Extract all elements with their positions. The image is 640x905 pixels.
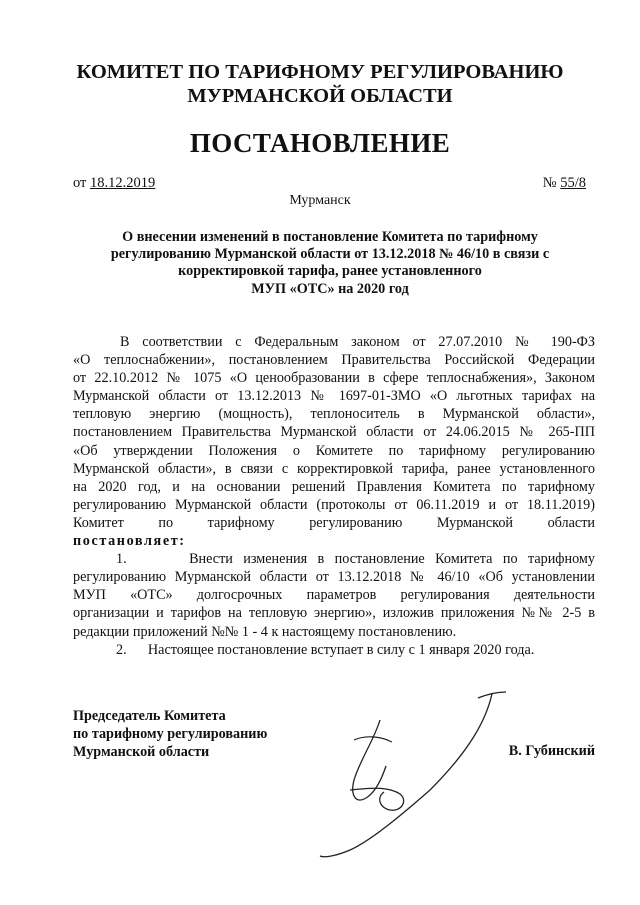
signer-title-line: по тарифному регулированию — [73, 726, 268, 742]
item-1-line: МУП «ОТС» долгосрочных параметров регулирования деятельности — [73, 587, 595, 604]
item-1-line: организации и тарифов на тепловую энергию», изложив приложения №№ 2-5 в — [73, 605, 595, 622]
document-date — [73, 175, 155, 192]
committee-title-line2: МУРМАНСКОЙ ОБЛАСТИ — [187, 85, 453, 107]
subject-line: МУП «ОТС» на 2020 год — [251, 280, 409, 297]
subject-line: О внесении изменений в постановление Комитета по тарифному — [122, 229, 538, 245]
date-prefix: от — [73, 175, 87, 191]
signer-title — [73, 707, 267, 761]
body-line: постановлением Правительства Мурманской области от 24.06.2015 № 265-ПП — [73, 424, 595, 441]
item-2: 2. Настоящее постановление вступает в силу с 1 января 2020 года. — [116, 641, 535, 658]
date-value: 18.12.2019 — [90, 175, 156, 191]
handwritten-signature — [310, 680, 510, 880]
item-1-line: редакции приложений №№ 1 - 4 к настоящему постановлению. — [73, 623, 457, 640]
body-line: «О теплоснабжении», постановлением Правительства Российской Федерации — [73, 352, 595, 369]
number-prefix: № — [542, 175, 557, 191]
resolves-keyword: постановляет: — [73, 533, 186, 550]
subject-line: регулированию Мурманской области от 13.12.2018 № 46/10 в связи с — [110, 246, 550, 263]
body-line: от 22.10.2012 № 1075 «О ценообразовании в сфере теплоснабжения», Законом — [73, 370, 595, 387]
body-line: тепловую энергию (мощность), теплоноситель в Мурманской области», — [73, 406, 595, 423]
committee-title-line1: КОМИТЕТ ПО ТАРИФНОМУ РЕГУЛИРОВАНИЮ — [76, 61, 564, 83]
body-line: «Об утверждении Положения о Комитете по тарифному регулированию — [73, 442, 595, 459]
document-type: ПОСТАНОВЛЕНИЕ — [189, 128, 451, 158]
number-value: 55/8 — [560, 175, 586, 191]
body-line: Комитет по тарифному регулированию Мурманской области — [73, 514, 595, 531]
item-1-line: регулированию Мурманской области от 13.12.2018 № 46/10 «Об установлении — [73, 569, 595, 586]
subject-line: корректировкой тарифа, ранее установленного — [178, 263, 482, 280]
signer-title-line: Председатель Комитета — [73, 708, 226, 724]
body-line: Мурманской области», в связи с корректировкой тарифа, ранее установленного — [73, 460, 595, 477]
body-line: регулированию Мурманской области (протоколы от 06.11.2019 и от 18.11.2019) — [73, 496, 595, 513]
body-line: Мурманской области от 13.12.2013 № 1697-01-ЗМО «О льготных тарифах на — [73, 388, 595, 405]
document-number — [543, 175, 586, 192]
item-1-line: 1. Внести изменения в постановление Комитета по тарифному — [116, 551, 595, 568]
signer-name: В. Губинский — [508, 743, 595, 759]
signer-title-line: Мурманской области — [73, 744, 210, 760]
document-subject — [60, 229, 600, 298]
document-body — [73, 333, 595, 659]
city: Мурманск — [289, 193, 351, 208]
body-line: на 2020 год, и на основании решений Правления Комитета по тарифному — [73, 478, 595, 495]
committee-title — [0, 60, 640, 108]
body-line: В соответствии с Федеральным законом от 27.07.2010 № 190-ФЗ — [120, 334, 595, 350]
